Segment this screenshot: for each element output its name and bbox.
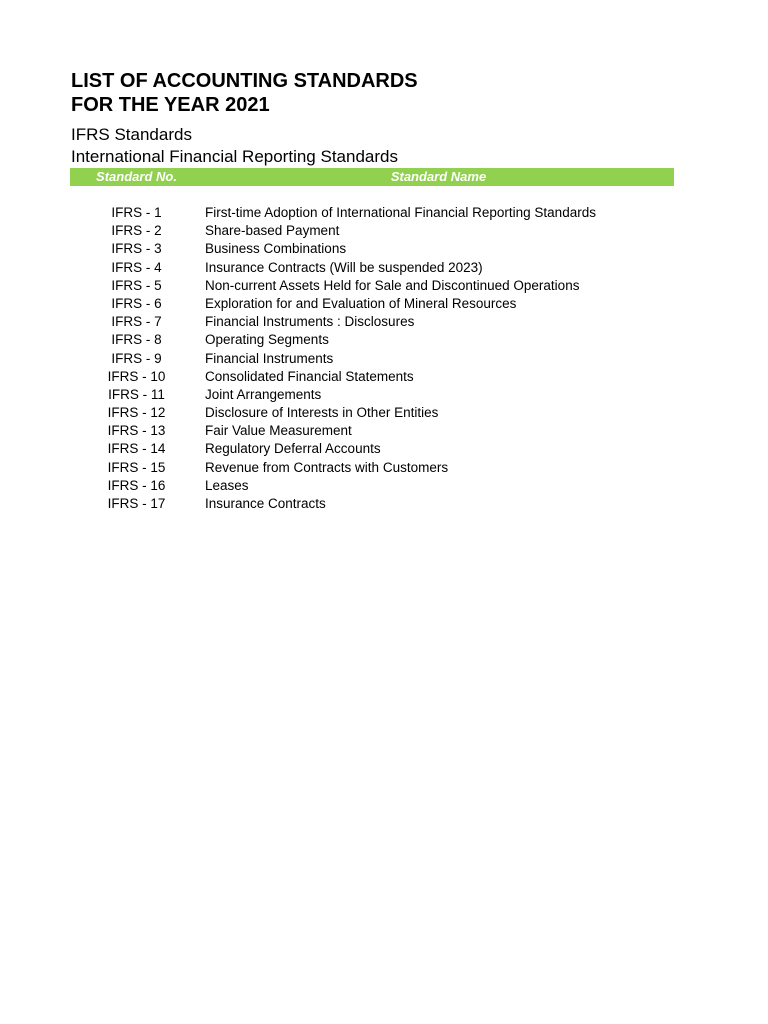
table-row [70, 277, 674, 295]
title-line-1: LIST OF ACCOUNTING STANDARDS [71, 70, 418, 92]
standard-number: IFRS - 11 [108, 386, 165, 402]
standard-number: IFRS - 6 [111, 295, 162, 311]
table-row [70, 404, 674, 422]
table-row [70, 459, 674, 477]
standard-number: IFRS - 15 [107, 459, 166, 475]
standard-name: First-time Adoption of International Financial Reporting Standards [205, 205, 596, 220]
standard-number: IFRS - 14 [107, 441, 166, 457]
page-title [71, 69, 418, 117]
standard-name: Business Combinations [205, 241, 347, 257]
standard-number: IFRS - 1 [111, 205, 162, 220]
standard-number: IFRS - 4 [111, 259, 162, 275]
table-row [70, 368, 674, 386]
standards-table-body [70, 204, 674, 513]
table-row [70, 222, 674, 240]
title-line-2: FOR THE YEAR 2021 [71, 94, 270, 116]
standard-name: Revenue from Contracts with Customers [205, 459, 449, 475]
standard-name: Financial Instruments [205, 350, 334, 366]
table-row [70, 313, 674, 331]
standard-number: IFRS - 2 [111, 223, 162, 239]
standard-number: IFRS - 10 [107, 368, 166, 384]
column-header-standard-no: Standard No. [96, 169, 177, 184]
table-row [70, 386, 674, 404]
table-row [70, 495, 674, 513]
subtitle-ifrs-standards: IFRS Standards [71, 125, 192, 144]
standard-number: IFRS - 17 [107, 496, 166, 511]
standard-name: Financial Instruments : Disclosures [205, 314, 415, 330]
table-row [70, 331, 674, 349]
standard-name: Joint Arrangements [205, 386, 322, 402]
table-row [70, 477, 674, 495]
standard-name: Disclosure of Interests in Other Entities [205, 405, 439, 421]
standard-name: Consolidated Financial Statements [205, 368, 414, 384]
standard-name: Non-current Assets Held for Sale and Discontinued Operations [205, 277, 580, 293]
table-row [70, 422, 674, 440]
table-row [70, 204, 674, 222]
standard-number: IFRS - 8 [111, 332, 162, 348]
table-row [70, 440, 674, 458]
standard-number: IFRS - 13 [107, 423, 166, 439]
standard-name: Leases [205, 477, 249, 493]
standard-number: IFRS - 9 [111, 350, 162, 366]
standard-name: Insurance Contracts [205, 496, 326, 511]
table-header [70, 168, 674, 186]
standard-name: Operating Segments [205, 332, 329, 348]
standard-name: Regulatory Deferral Accounts [205, 441, 381, 457]
standard-number: IFRS - 16 [107, 477, 166, 493]
table-row [70, 259, 674, 277]
standard-number: IFRS - 12 [107, 405, 166, 421]
standard-name: Exploration for and Evaluation of Mineral Resources [205, 295, 517, 311]
subtitle-ifrs-full-name: International Financial Reporting Standards [71, 147, 398, 166]
standard-number: IFRS - 5 [111, 277, 162, 293]
table-row [70, 295, 674, 313]
table-row [70, 350, 674, 368]
standard-number: IFRS - 3 [111, 241, 162, 257]
standard-number: IFRS - 7 [111, 314, 162, 330]
standard-name: Share-based Payment [205, 223, 340, 239]
standard-name: Fair Value Measurement [205, 423, 352, 439]
column-header-standard-name: Standard Name [390, 169, 487, 184]
standard-name: Insurance Contracts (Will be suspended 2023) [205, 259, 483, 275]
table-row [70, 240, 674, 258]
